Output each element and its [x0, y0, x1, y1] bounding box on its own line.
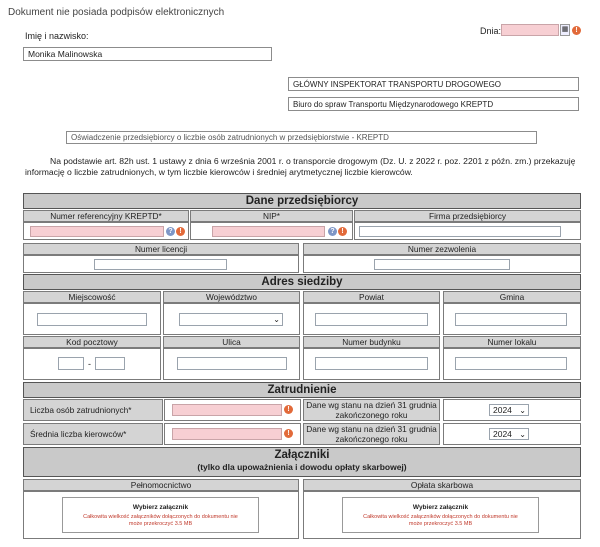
date-error-icon: !: [572, 26, 581, 35]
nip-input[interactable]: [212, 226, 325, 237]
drivers-input[interactable]: [172, 428, 282, 440]
year-select-2[interactable]: [489, 428, 529, 440]
postal-input-part-2[interactable]: [95, 357, 125, 370]
kreptd-info-icon[interactable]: ?: [166, 227, 175, 236]
employees-label-text: Liczba osób zatrudnionych*: [30, 405, 132, 415]
nip-error-icon: !: [338, 227, 347, 236]
postal-separator: -: [88, 359, 91, 369]
postal-input-part-1[interactable]: [58, 357, 84, 370]
year-select-1-value: 2024: [493, 405, 512, 415]
stamp-fee-label: Opłata skarbowa: [303, 479, 581, 491]
apartment-label: Numer lokalu: [443, 336, 581, 348]
voivodeship-label: Województwo: [163, 291, 300, 303]
employment-section-header: Zatrudnienie: [23, 382, 581, 398]
building-input[interactable]: [315, 357, 428, 370]
employees-error-icon: !: [284, 405, 293, 414]
building-label: Numer budynku: [303, 336, 440, 348]
attachments-title: Załączniki: [274, 449, 330, 461]
calendar-icon[interactable]: ▦: [560, 24, 570, 36]
street-label: Ulica: [163, 336, 300, 348]
chevron-down-icon: ⌄: [273, 315, 280, 324]
drivers-label-text: Średnia liczba kierowców*: [30, 429, 127, 439]
form-title: Oświadczenie przedsiębiorcy o liczbie osób zatrudnionych w przedsiębiorstwie - KREPTD: [66, 131, 537, 144]
employees-input[interactable]: [172, 404, 282, 416]
permit-label: Numer zezwolenia: [303, 243, 581, 255]
county-label: Powiat: [303, 291, 440, 303]
year-select-1[interactable]: [489, 404, 529, 416]
commune-input[interactable]: [455, 313, 567, 326]
attachments-subtitle: (tylko dla upoważnienia i dowodu opłaty skarbowej): [197, 462, 407, 472]
license-input[interactable]: [94, 259, 227, 270]
city-input[interactable]: [37, 313, 147, 326]
size-note-2: Całkowita wielkość załączników dołączonych do dokumentu nie może przekroczyć 3.5 MB: [363, 514, 518, 527]
choose-attachment-label-1: Wybierz załącznik: [132, 504, 189, 511]
commune-label: Gmina: [443, 291, 581, 303]
kreptd-label: Numer referencyjny KREPTD*: [23, 210, 189, 222]
employees-label: [23, 399, 163, 421]
size-note-1: Całkowita wielkość załączników dołączonych do dokumentu nie może przekroczyć 3.5 MB: [83, 514, 238, 527]
drivers-error-icon: !: [284, 429, 293, 438]
date-label: Dnia:: [480, 26, 502, 36]
choose-attachment-label-2: Wybierz załącznik: [412, 504, 469, 511]
nip-info-icon[interactable]: ?: [328, 227, 337, 236]
date-field[interactable]: [501, 24, 559, 36]
year-select-2-value: 2024: [493, 429, 512, 439]
apartment-input[interactable]: [455, 357, 567, 370]
attachments-section-header: [23, 447, 581, 477]
firm-input[interactable]: [359, 226, 561, 237]
kreptd-error-icon: !: [176, 227, 185, 236]
as-of-label-1: Dane wg stanu na dzień 31 grudnia zakończonego roku: [303, 399, 440, 421]
power-of-attorney-attach-button[interactable]: [62, 497, 259, 533]
recipient-line-2: Biuro do spraw Transportu Międzynarodowego KREPTD: [288, 97, 579, 111]
recipient-line-1: GŁÓWNY INSPEKTORAT TRANSPORTU DROGOWEGO: [288, 77, 579, 91]
county-input[interactable]: [315, 313, 428, 326]
chevron-down-icon: ⌄: [519, 430, 526, 439]
as-of-label-2: Dane wg stanu na dzień 31 grudnia zakończonego roku: [303, 423, 440, 445]
chevron-down-icon: ⌄: [519, 406, 526, 415]
name-field[interactable]: Monika Malinowska: [23, 47, 272, 61]
stamp-fee-attach-button[interactable]: [342, 497, 539, 533]
nip-label: NIP*: [190, 210, 353, 222]
power-of-attorney-label: Pełnomocnictwo: [23, 479, 299, 491]
street-input[interactable]: [177, 357, 287, 370]
postal-label: Kod pocztowy: [23, 336, 161, 348]
permit-input[interactable]: [374, 259, 510, 270]
name-label: Imię i nazwisko:: [25, 31, 89, 41]
postal-cell: [23, 348, 161, 380]
license-label: Numer licencji: [23, 243, 299, 255]
firm-label: Firma przedsiębiorcy: [354, 210, 581, 222]
address-section-header: Adres siedziby: [23, 274, 581, 290]
city-label: Miejscowość: [23, 291, 161, 303]
kreptd-input[interactable]: [30, 226, 164, 237]
drivers-label: [23, 423, 163, 445]
company-section-header: Dane przedsiębiorcy: [23, 193, 581, 209]
signature-notice: Dokument nie posiada podpisów elektronicznych: [8, 7, 225, 18]
voivodeship-select[interactable]: [179, 313, 283, 326]
intro-text: Na podstawie art. 82h ust. 1 ustawy z dnia 6 września 2001 r. o transporcie drogowym (Dz. U. z 2022 r. poz. 2201 z późn. zm.) przekazuję informację o liczbie zatrudnionych, w tym liczbie kierowców i średniej arytmetycznej liczbie kierowców.: [25, 156, 576, 177]
